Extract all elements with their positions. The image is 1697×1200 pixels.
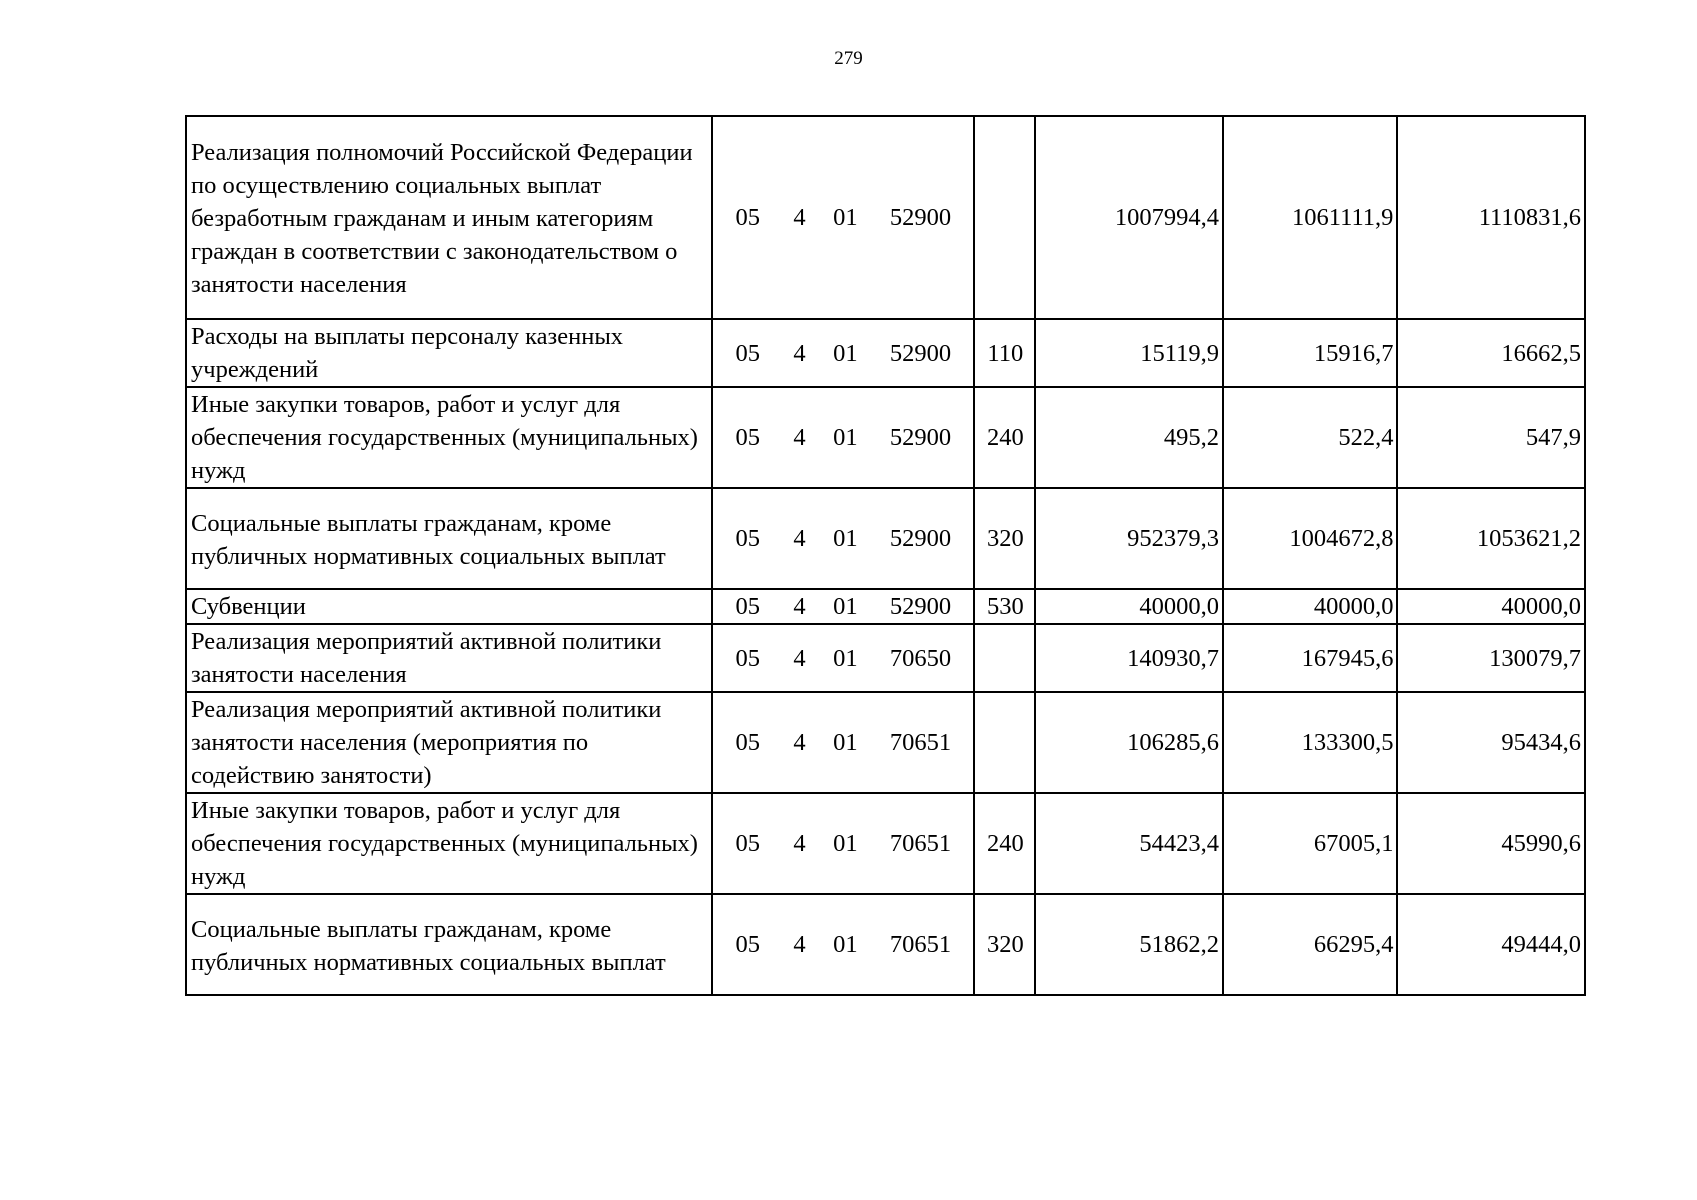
expense-type-code: 110 [974,319,1035,387]
classification-codes [712,116,975,319]
classification-codes [712,319,975,387]
amount-year-2: 15916,7 [1223,319,1397,387]
amount-year-2: 67005,1 [1223,793,1397,894]
subprogram-code: 01 [833,729,858,756]
expense-type-code: 240 [974,387,1035,488]
expense-name: Реализация мероприятий активной политики занятости населения (мероприятия по содействию занятости) [186,692,712,793]
amount-year-2: 133300,5 [1223,692,1397,793]
section-code: 05 [735,593,760,620]
section-code: 05 [735,525,760,552]
table-row [186,894,1585,995]
expense-type-code [974,116,1035,319]
amount-year-2: 522,4 [1223,387,1397,488]
section-code: 05 [735,830,760,857]
subprogram-code: 01 [833,644,858,672]
direction-code: 52900 [889,593,952,620]
classification-codes [712,894,975,995]
classification-codes [712,387,975,488]
table-row [186,387,1585,488]
table-row [186,319,1585,387]
table-row [186,116,1585,319]
direction-code: 52900 [889,525,952,552]
amount-year-3: 49444,0 [1397,894,1585,995]
amount-year-1: 140930,7 [1035,624,1223,692]
direction-code: 52900 [889,204,952,231]
program-code: 4 [793,204,806,231]
direction-code: 52900 [889,424,952,451]
amount-year-3: 547,9 [1397,387,1585,488]
table-row [186,793,1585,894]
expense-name: Реализация мероприятий активной политики занятости населения [186,624,712,692]
direction-code: 52900 [889,339,952,367]
expense-name: Социальные выплаты гражданам, кроме публичных нормативных социальных выплат [186,894,712,995]
direction-code: 70651 [889,931,952,958]
expense-type-code: 240 [974,793,1035,894]
amount-year-3: 40000,0 [1397,589,1585,624]
table-row [186,692,1585,793]
expense-name: Иные закупки товаров, работ и услуг для обеспечения государственных (муниципальных) нужд [186,387,712,488]
classification-codes [712,793,975,894]
classification-codes [712,692,975,793]
direction-code: 70651 [889,729,952,756]
amount-year-3: 130079,7 [1397,624,1585,692]
amount-year-1: 15119,9 [1035,319,1223,387]
table-row [186,589,1585,624]
page-number: 279 [834,48,863,69]
amount-year-2: 167945,6 [1223,624,1397,692]
section-code: 05 [735,644,760,672]
expense-type-code [974,692,1035,793]
amount-year-3: 16662,5 [1397,319,1585,387]
program-code: 4 [793,931,806,958]
program-code: 4 [793,830,806,857]
amount-year-1: 40000,0 [1035,589,1223,624]
subprogram-code: 01 [833,931,858,958]
expense-type-code: 530 [974,589,1035,624]
subprogram-code: 01 [833,830,858,857]
section-code: 05 [735,729,760,756]
section-code: 05 [735,204,760,231]
amount-year-2: 1004672,8 [1223,488,1397,589]
amount-year-1: 51862,2 [1035,894,1223,995]
section-code: 05 [735,339,760,367]
amount-year-2: 1061111,9 [1223,116,1397,319]
direction-code: 70651 [889,830,952,857]
program-code: 4 [793,729,806,756]
program-code: 4 [793,424,806,451]
classification-codes [712,488,975,589]
subprogram-code: 01 [833,424,858,451]
expense-type-code: 320 [974,894,1035,995]
program-code: 4 [793,525,806,552]
program-code: 4 [793,593,806,620]
amount-year-1: 495,2 [1035,387,1223,488]
amount-year-1: 952379,3 [1035,488,1223,589]
subprogram-code: 01 [833,525,858,552]
expense-name: Субвенции [186,589,712,624]
subprogram-code: 01 [833,204,858,231]
expense-name: Реализация полномочий Российской Федерации по осуществлению социальных выплат безработным гражданам и иным категориям граждан в соответствии с законодательством о занятости населения [186,116,712,319]
classification-codes [712,589,975,624]
program-code: 4 [793,339,806,367]
amount-year-3: 1053621,2 [1397,488,1585,589]
section-code: 05 [735,931,760,958]
subprogram-code: 01 [833,339,858,367]
expense-name: Расходы на выплаты персоналу казенных учреждений [186,319,712,387]
program-code: 4 [793,644,806,672]
amount-year-2: 66295,4 [1223,894,1397,995]
expense-type-code [974,624,1035,692]
amount-year-1: 54423,4 [1035,793,1223,894]
section-code: 05 [735,424,760,451]
expense-name: Социальные выплаты гражданам, кроме публичных нормативных социальных выплат [186,488,712,589]
amount-year-3: 95434,6 [1397,692,1585,793]
expense-name: Иные закупки товаров, работ и услуг для обеспечения государственных (муниципальных) нужд [186,793,712,894]
direction-code: 70650 [889,644,952,672]
table-row [186,624,1585,692]
amount-year-1: 1007994,4 [1035,116,1223,319]
classification-codes [712,624,975,692]
table-row [186,488,1585,589]
expense-type-code: 320 [974,488,1035,589]
amount-year-1: 106285,6 [1035,692,1223,793]
amount-year-3: 1110831,6 [1397,116,1585,319]
amount-year-3: 45990,6 [1397,793,1585,894]
subprogram-code: 01 [833,593,858,620]
budget-table [185,115,1586,996]
amount-year-2: 40000,0 [1223,589,1397,624]
